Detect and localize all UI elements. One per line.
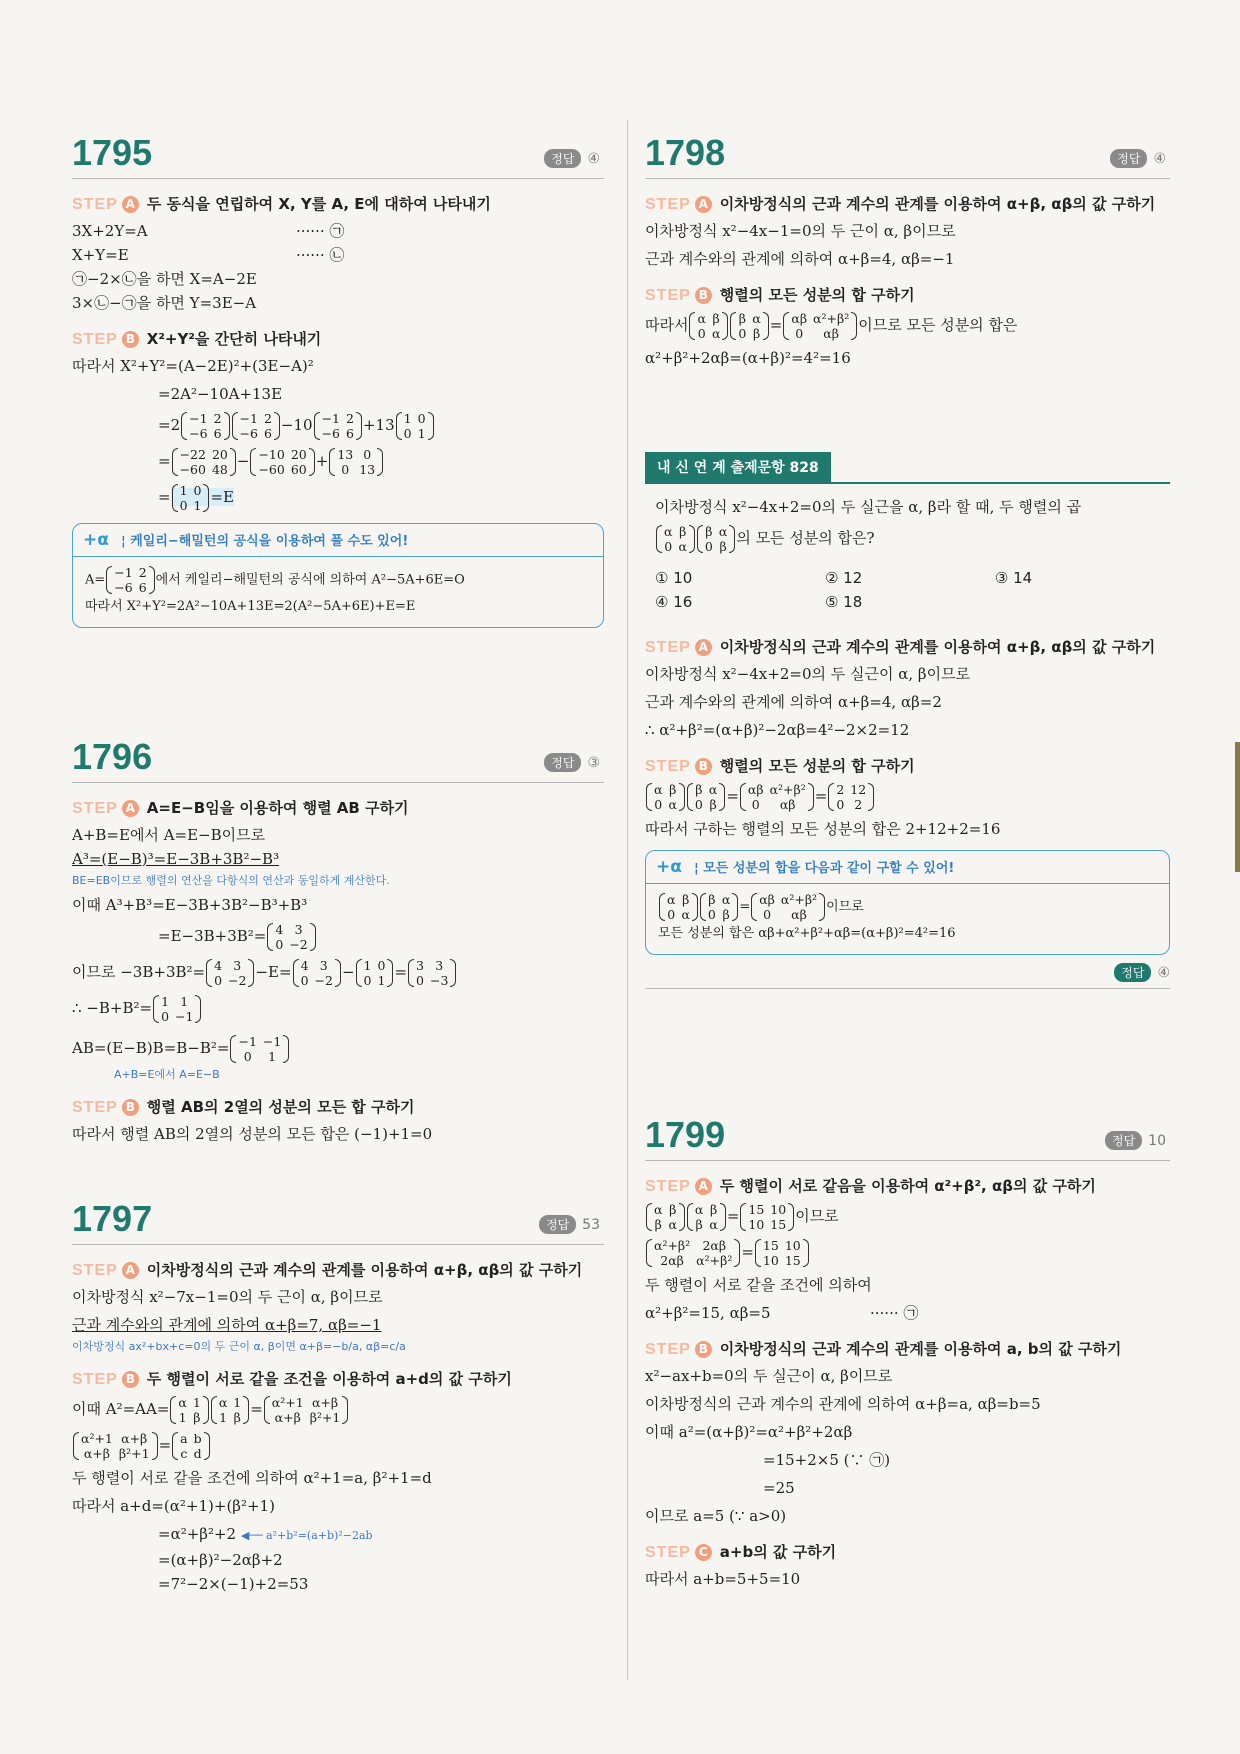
matrix-expansion-1: =2 −1 2 −6 6 −1 2 −6 6 −10 −1 2 −6 6 +13 1 0 0 1: [72, 411, 604, 441]
step-b-heading: STEP B X²+Y²을 간단히 나타내기: [72, 330, 322, 348]
step-a-heading: STEP A A=E−B임을 이용하여 행렬 AB 구하기: [72, 799, 409, 817]
page-edge-tab: [1235, 742, 1240, 872]
problem-header: 1796 정답 ③: [72, 736, 604, 783]
step-a-heading: STEP A 두 행렬이 서로 같음을 이용하여 α²+β², αβ의 값 구하기: [645, 1177, 1096, 1195]
step-b-heading: STEP B 행렬의 모든 성분의 합 구하기: [645, 757, 915, 775]
choice-2[interactable]: ② 12: [824, 569, 863, 587]
choice-4[interactable]: ④ 16: [655, 593, 693, 611]
problem-1798: 1798 정답 ④ STEP A 이차방정식의 근과 계수의 관계를 이용하여 α+β, αβ의 값 구하기 이차방정식 x²−4x−1=0의 두 근이 α, β이므로 근과 계수와의 관계에 의하여 α+β=4, αβ=−1 STEP B 행렬의 모든 성분의 합 구하기 따라서 α β 0 α β α 0 β = αβ α²+β² 0 αβ 이므로 모든 성분의 합은 α²+β²+2αβ=(α+β)²=4²=16: [645, 132, 1170, 369]
step-a-heading: STEP A 두 동식을 연립하여 X, Y를 A, E에 대하여 나타내기: [72, 195, 491, 213]
problem-1799: 1799 정답 10 STEP A 두 행렬이 서로 같음을 이용하여 α²+β², αβ의 값 구하기 α β β α α β β α = 15 10 10 15 이므로 α²+β² 2αβ 2αβ α²+β² = 15 10 10 15 두 행렬이 서로 같을 조건에 의하여 α²+β²=15, αβ=5 ······ ㉠ STEP B 이차방정식의 근과 계수의 관계를 이용하여 a, b의 값 구하기 x²−ax+b=0의 두 실근이 α, β이므로 이차방정식의 근과 계수의 관계에 의하여 α+β=a, αβ=b=5 이때 a²=(α+β)²=α²+β²+2αβ =15+2×5 (∵ ㉠) =25 이므로 a=5 (∵ a>0) STEP C a+b의 값 구하기 따라서 a+b=5+5=10: [645, 1114, 1170, 1590]
matrix-result: = 1 0 0 1 =E: [158, 483, 235, 513]
step-a-heading: STEP A 이차방정식의 근과 계수의 관계를 이용하여 α+β, αβ의 값 구하기: [645, 638, 1156, 656]
answer-badge: 정답 ④: [544, 149, 600, 168]
choice-3[interactable]: ③ 14: [994, 569, 1033, 587]
choice-5[interactable]: ⑤ 18: [824, 593, 863, 611]
choice-1[interactable]: ① 10: [655, 569, 693, 587]
problem-1796: 1796 정답 ③ STEP A A=E−B임을 이용하여 행렬 AB 구하기 A+B=E에서 A=E−B이므로 A³=(E−B)³=E−3B+3B²−B³ BE=EB이므로 행렬의 연산을 다항식의 연산과 동일하게 계산한다. 이때 A³+B³=E−3B+3B²−B³+B³ =E−3B+3B²= 4 3 0 −2 이므로 −3B+3B²= 4 3 0 −2 −E= 4 3 0 −2 − 1 0 0 1 = 3 3 0 −3 ∴ −B+B²= 1 1 0 −1 AB=(E−B)B=B−B²= −1 −1 0 1 A+B=E에서 A=E−B STEP B 행렬 AB의 2열의 성분의 모든 합 구하기 따라서 행렬 AB의 2열의 성분의 모든 합은 (−1)+1=0: [72, 736, 604, 1145]
problem-header: [72, 132, 604, 179]
step-c-heading: STEP C a+b의 값 구하기: [645, 1543, 837, 1561]
problem-1797: 1797 정답 53 STEP A 이차방정식의 근과 계수의 관계를 이용하여 α+β, αβ의 값 구하기 이차방정식 x²−7x−1=0의 두 근이 α, β이므로 근과 계수와의 관계에 의하여 α+β=7, αβ=−1 이차방정식 ax²+bx+c=0의 두 근이 α, β이면 α+β=−b/a, αβ=c/a STEP B 두 행렬이 서로 같을 조건을 이용하여 a+d의 값 구하기 이때 A²=AA= α 1 1 β α 1 1 β = α²+1 α+β α+β β²+1 α²+1 α+β α+β β²+1 = a b c d 두 행렬이 서로 같을 조건에 의하여 α²+1=a, β²+1=d 따라서 a+d=(α²+1)+(β²+1) =α²+β²+2 ◀── a²+b²=(a+b)²−2ab =(α+β)²−2αβ+2 =7²−2×(−1)+2=53: [72, 1198, 604, 1595]
step-b-heading: STEP B 두 행렬이 서로 같을 조건을 이용하여 a+d의 값 구하기: [72, 1370, 512, 1388]
problem-number: 1795: [72, 132, 153, 173]
step-b-heading: STEP B 행렬의 모든 성분의 합 구하기: [645, 286, 915, 304]
problem-828: 내 신 연 계 출제문항 828 이차방정식 x²−4x+2=0의 두 실근을 α, β라 할 때, 두 행렬의 곱 α β 0 α β α 0 β 의 모든 성분의 합은? ① 10 ② 12 ③ 14 ④ 16 ⑤ 18 STEP A 이차방정식의 근과 계수의 관계를 이용하여 α+β, αβ의 값 구하기 이차방정식 x²−4x+2=0의 두 실근이 α, β이므로 근과 계수와의 관계에 의하여 α+β=4, αβ=2 ∴ α²+β²=(α+β)²−2αβ=4²−2×2=12 STEP B 행렬의 모든 성분의 합 구하기 α β 0 α β α 0 β = αβ α²+β² 0 αβ = 2 12 0 2 따라서 구하는 행렬의 모든 성분의 합은 2+12+2=16 +α ¦ 모든 성분의 합을 다음과 같이 구할 수 있어! α β 0 α β α 0 β = αβ α²+β² 0 αβ 이므로 모든 성분의 합은 αβ+α²+β²+αβ=(α+β)²=4²=16 정답 ④: [645, 452, 1170, 989]
problem-header: 1797 정답 53: [72, 1198, 604, 1245]
answer-choices: [655, 566, 1170, 614]
problem-1795: 1795 정답 ④ STEP A 두 동식을 연립하여 X, Y를 A, E에 대하여 나타내기 3X+2Y=A ······ ㉠ X+Y=E ······ ㉡ ㉠−2×㉡을 하면 X=A−2E 3×㉡−㉠을 하면 Y=3E−A STEP B X²+Y²을 간단히 나타내기 따라서 X²+Y²=(A−2E)²+(3E−A)² =2A²−10A+13E =2 −1 2 −6 6 −1 2 −6 6 −10 −1 2 −6 6 +13 1 0 0 1 = −22 20 −60 48 − −10 20 −60 60 + 13 0 0 13 = 1 0 0 1 =E +α ¦ 케일리−해밀턴의 공식을 이용하여 풀 수도 있어! A= −1 2 −6 6 에서 케일리−해밀턴의 공식에 의하여 A²−5A+6E=O 따라서 X²+Y²=2A²−10A+13E=2(A²−5A+6E)+E=E: [72, 132, 604, 628]
matrix-expansion-2: = −22 20 −60 48 − −10 20 −60 60 + 13 0 0 13: [72, 447, 604, 477]
column-divider: [627, 120, 628, 1680]
step-b-heading: STEP B 행렬 AB의 2열의 성분의 모든 합 구하기: [72, 1098, 415, 1116]
step-a-heading: STEP A 이차방정식의 근과 계수의 관계를 이용하여 α+β, αβ의 값 구하기: [72, 1261, 583, 1279]
tip-box: +α ¦ 모든 성분의 합을 다음과 같이 구할 수 있어! α β 0 α β α 0 β = αβ α²+β² 0 αβ 이므로 모든 성분의 합은 αβ+α²+β²+αβ=(α+β)²=4²=16: [645, 850, 1170, 955]
step-b-heading: STEP B 이차방정식의 근과 계수의 관계를 이용하여 a, b의 값 구하기: [645, 1340, 1122, 1358]
step-a-heading: STEP A 이차방정식의 근과 계수의 관계를 이용하여 α+β, αβ의 값 구하기: [645, 195, 1156, 213]
tip-box: +α ¦ 케일리−해밀턴의 공식을 이용하여 풀 수도 있어! A= −1 2 −6 6 에서 케일리−해밀턴의 공식에 의하여 A²−5A+6E=O 따라서 X²+Y²=2A²−10A+13E=2(A²−5A+6E)+E=E: [72, 523, 604, 628]
